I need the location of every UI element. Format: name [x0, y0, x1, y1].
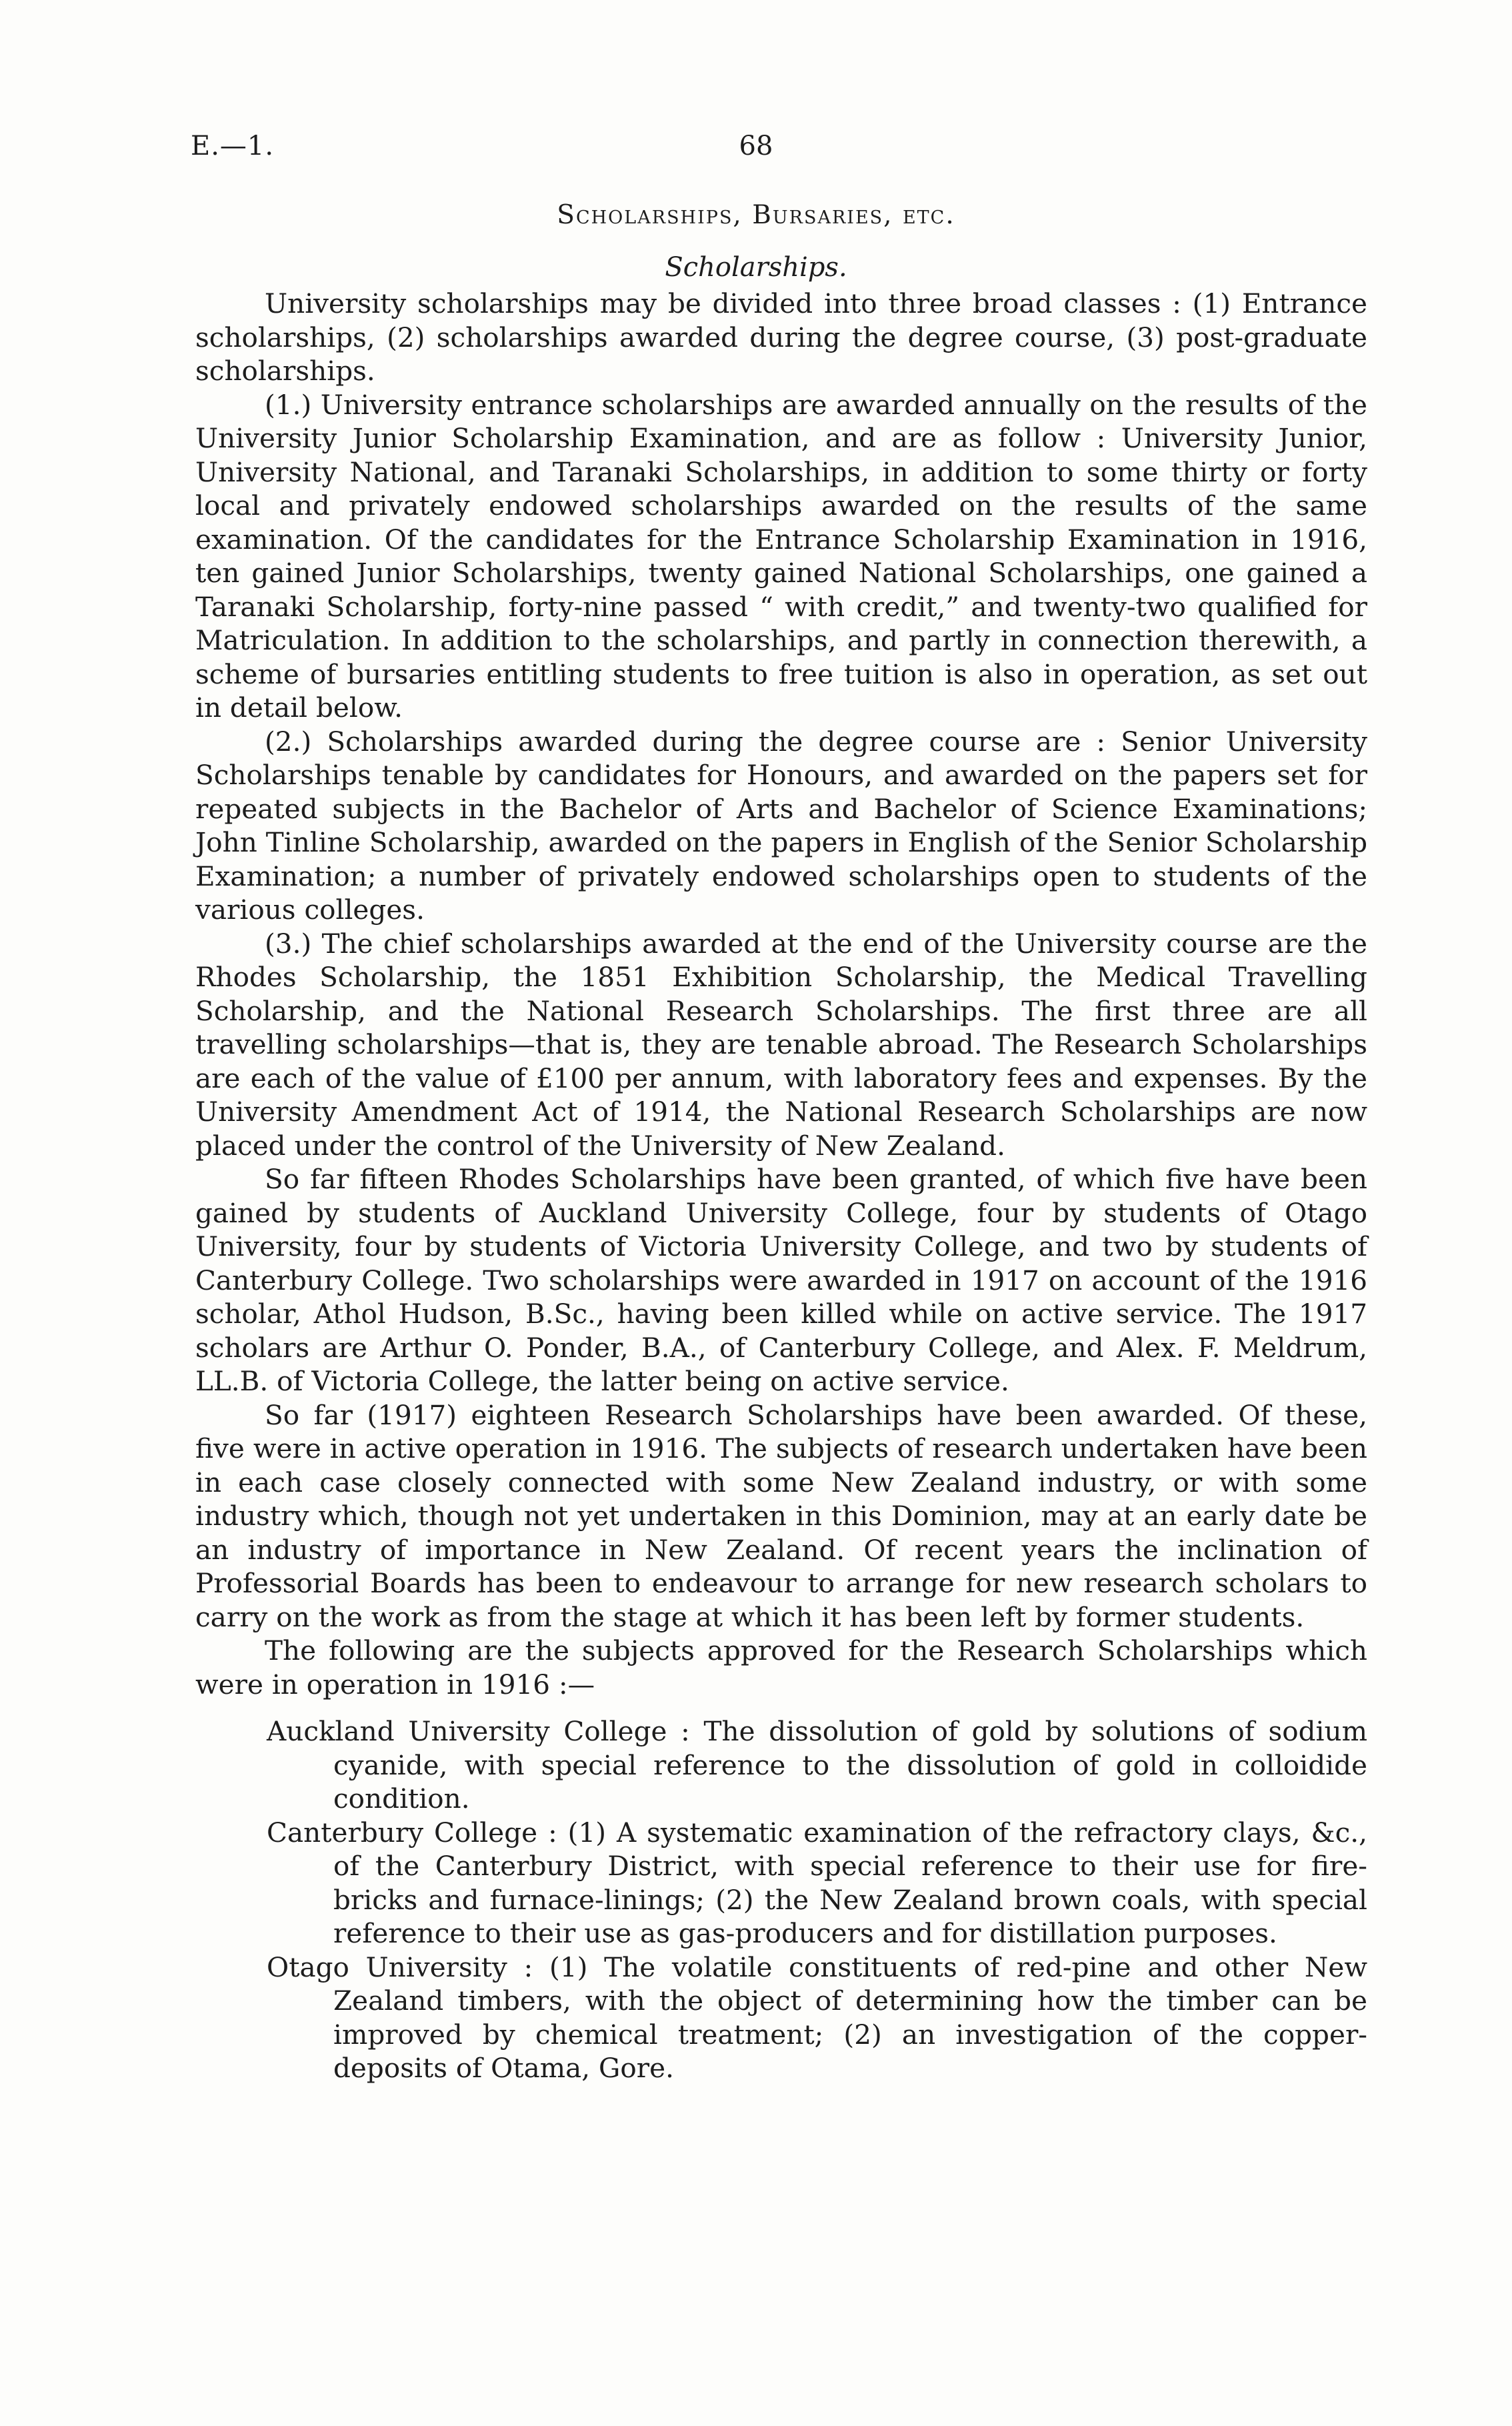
paragraph-rhodes-scholarships: So far fifteen Rhodes Scholarships have been granted, of which five have been gained by students of Auckland University College, four by students of Otago University, four by students of Victoria University College, and two by students of Canterbury College. Two scholarships were awarded in 1917 on account of the 1916 scholar, Athol Hudson, B.Sc., having been killed while on active service. The 1917 scholars are Arthur O. Ponder, B.A., of Canterbury College, and Alex. F. Meldrum, LL.B. of Victoria College, the latter being on active service. — [195, 1163, 1367, 1397]
paragraph-subjects-intro: The following are the subjects approved for the Research Scholarships which were in operation in 1916 :— — [195, 1634, 1367, 1700]
paragraph-classes: University scholarships may be divided into three broad classes : (1) Entrance scholarships, (2) scholarships awarded during the degree course, (3) post-graduate scholarships. — [195, 287, 1367, 387]
research-subjects-list — [195, 1714, 1367, 2085]
list-item-otago: Otago University : (1) The volatile constituents of red-pine and other New Zealand timbers, with the object of determining how the timber can be improved by chemical treatment; (2) an investigation of the copper-deposits of Otama, Gore. — [267, 1951, 1367, 2084]
section-heading: Scholarships, Bursaries, etc. — [557, 200, 955, 230]
paragraph-entrance-scholarships: (1.) University entrance scholarships are awarded annually on the results of the University Junior Scholarship Examination, and are as follow : University Junior, University National, and Taranaki Scholarships, in addition to some thirty or forty local and privately endowed scholarships awarded on the results of the same examination. Of the candidates for the Entrance Scholarship Examination in 1916, ten gained Junior Scholarships, twenty gained National Scholarships, one gained a Taranaki Scholarship, forty-nine passed “ with credit,” and twenty-two qualified for Matriculation. In addition to the scholarships, and partly in connection therewith, a scheme of bursaries entitling students to free tuition is also in operation, as set out in detail below. — [195, 388, 1367, 724]
running-head — [0, 131, 1512, 171]
page-number: 68 — [739, 131, 773, 161]
body-text — [195, 287, 1367, 2085]
document-reference: E.—1. — [191, 131, 275, 161]
paragraph-degree-course-scholarships: (2.) Scholarships awarded during the degree course are : Senior University Scholarships tenable by candidates for Honours, and awarded on the papers set for repeated subjects in the Bachelor of Arts and Bachelor of Science Examinations; John Tinline Scholarship, awarded on the papers in English of the Senior Scholarship Examination; a number of privately endowed scholarships open to students of the various colleges. — [195, 725, 1367, 926]
subsection-heading: Scholarships. — [665, 252, 847, 283]
paragraph-research-scholarships: So far (1917) eighteen Research Scholarships have been awarded. Of these, five were in active operation in 1916. The subjects of research undertaken have been in each case closely connected with some New Zealand industry, or with some industry which, though not yet undertaken in this Dominion, may at an early date be an industry of importance in New Zealand. Of recent years the inclination of Professorial Boards has been to endeavour to arrange for new research scholars to carry on the work as from the stage at which it has been left by former students. — [195, 1398, 1367, 1633]
list-item-canterbury: Canterbury College : (1) A systematic examination of the refractory clays, &c., of the Canterbury District, with special reference to their use for fire-bricks and furnace-linings; (2) the New Zealand brown coals, with special reference to their use as gas-producers and for distillation purposes. — [267, 1816, 1367, 1949]
paragraph-postgraduate-scholarships: (3.) The chief scholarships awarded at the end of the University course are the Rhodes Scholarship, the 1851 Exhibition Scholarship, the Medical Travelling Scholarship, and the National Research Scholarships. The first three are all travelling scholarships—that is, they are tenable abroad. The Research Scholarships are each of the value of £100 per annum, with laboratory fees and expenses. By the University Amendment Act of 1914, the National Research Scholarships are now placed under the control of the University of New Zealand. — [195, 927, 1367, 1162]
list-item-auckland: Auckland University College : The dissolution of gold by solutions of sodium cyanide, with special reference to the dissolution of gold in colloidide condition. — [267, 1715, 1367, 1814]
